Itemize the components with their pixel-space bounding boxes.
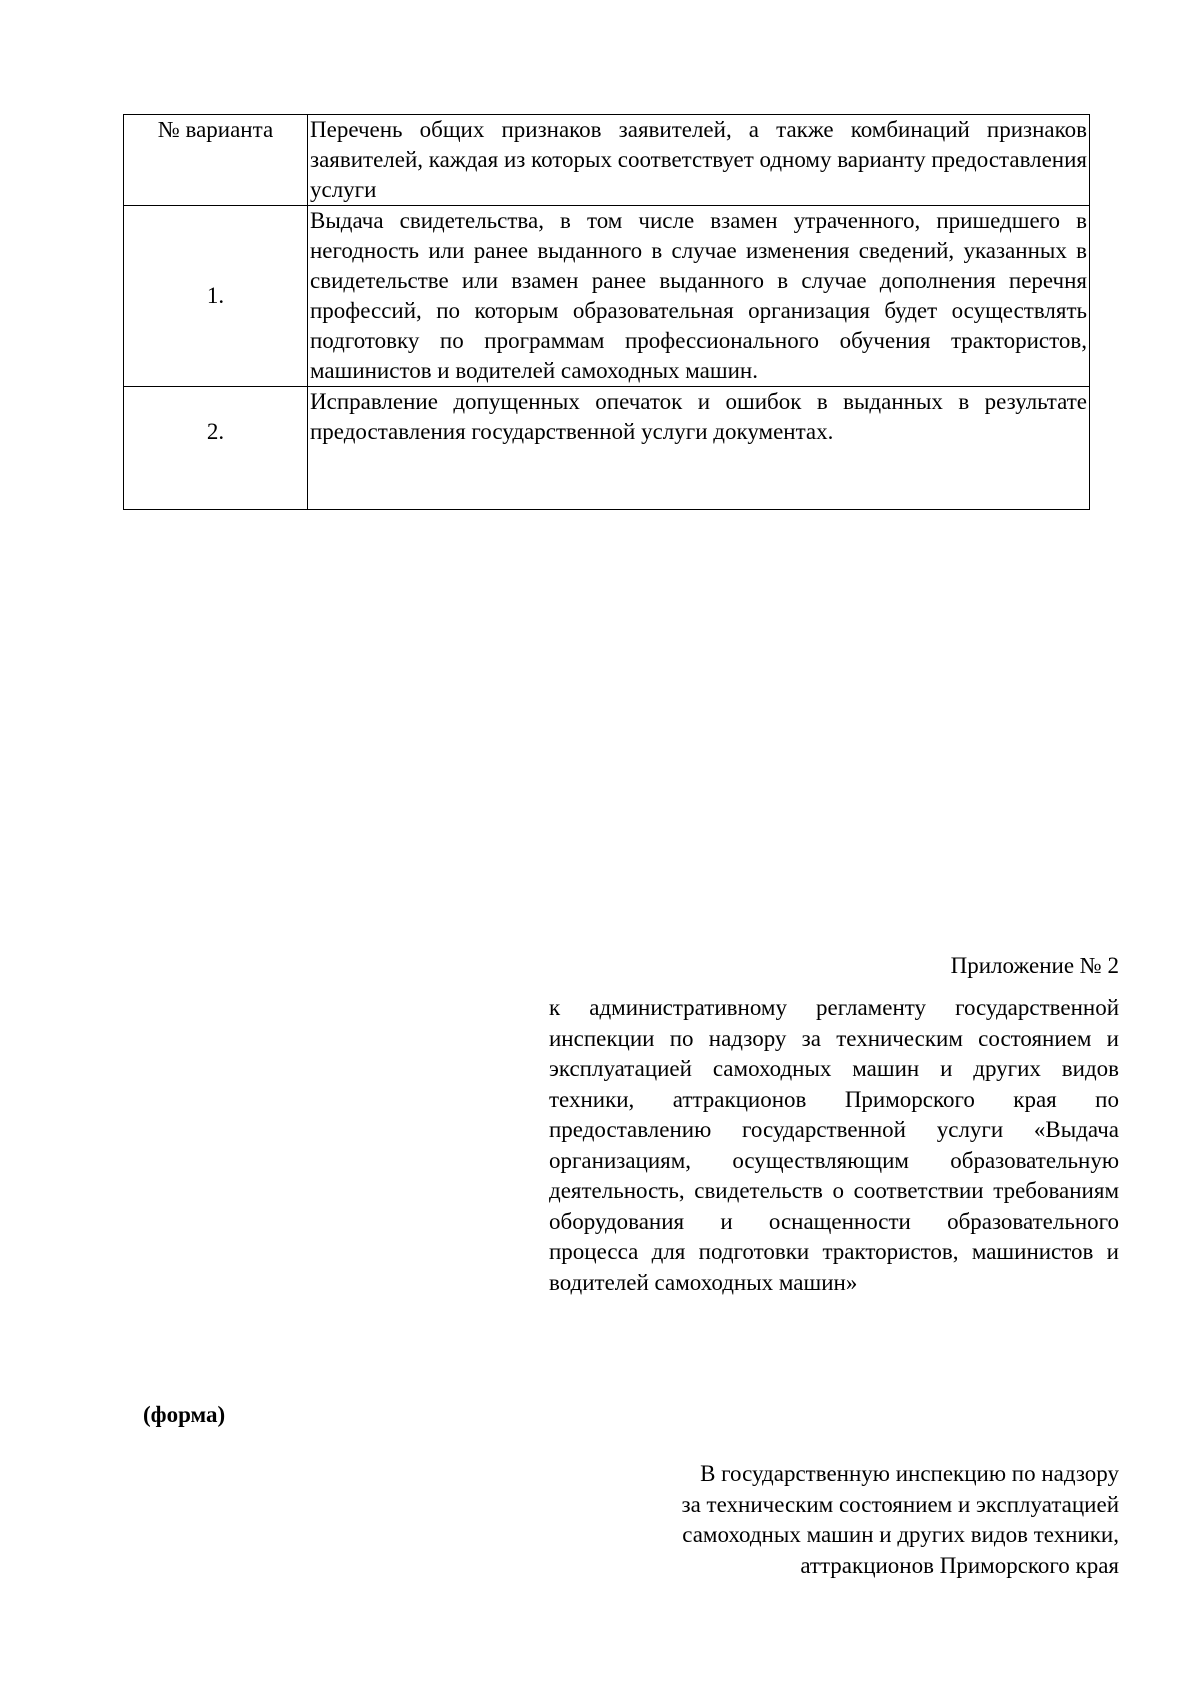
table-row [124, 387, 1090, 510]
variant-description: Выдача свидетельства, в том числе взамен утраченного, пришедшего в негодность или ранее выданного в случае изменения сведений, указанных в свидетельстве или взамен ранее выданного в случае дополнения перечня профессий, по которым образовательная организация будет осуществлять подготовку по программам профессионального обучения трактористов, машинистов и водителей самоходных машин. [308, 206, 1090, 387]
header-variant-number: № варианта [124, 115, 308, 206]
addressee-line: В государственную инспекцию по надзору [700, 1461, 1119, 1486]
addressee-line: за техническим состоянием и эксплуатацией [681, 1491, 1119, 1517]
addressee-line: самоходных машин и других видов техники, [682, 1522, 1119, 1547]
table-header-row [124, 115, 1090, 206]
form-label: (форма) [143, 1402, 226, 1427]
table-row [124, 206, 1090, 387]
variant-description: Исправление допущенных опечаток и ошибок в выданных в результате предоставления государственной услуги документах. [308, 387, 1090, 510]
variants-table [123, 114, 1090, 510]
appendix-text: к административному регламенту государственной инспекции по надзору за техническим состоянием и эксплуатацией самоходных машин и других видов техники, аттракционов Приморского края по предоставлению государственной услуги «Выдача организациям, осуществляющим образовательную деятельность, свидетельств о соответствии требованиям оборудования и оснащенности образовательного процесса для подготовки трактористов, машинистов и водителей самоходных машин» [549, 995, 1119, 1295]
variant-number: 1. [124, 206, 308, 387]
appendix-title: Приложение № 2 [950, 953, 1119, 978]
variant-number: 2. [124, 387, 308, 510]
addressee-line: аттракционов Приморского края [800, 1552, 1119, 1578]
addressee-block [559, 1459, 1119, 1581]
header-description: Перечень общих признаков заявителей, а также комбинаций признаков заявителей, каждая из которых соответствует одному варианту предоставления услуги [308, 115, 1090, 206]
